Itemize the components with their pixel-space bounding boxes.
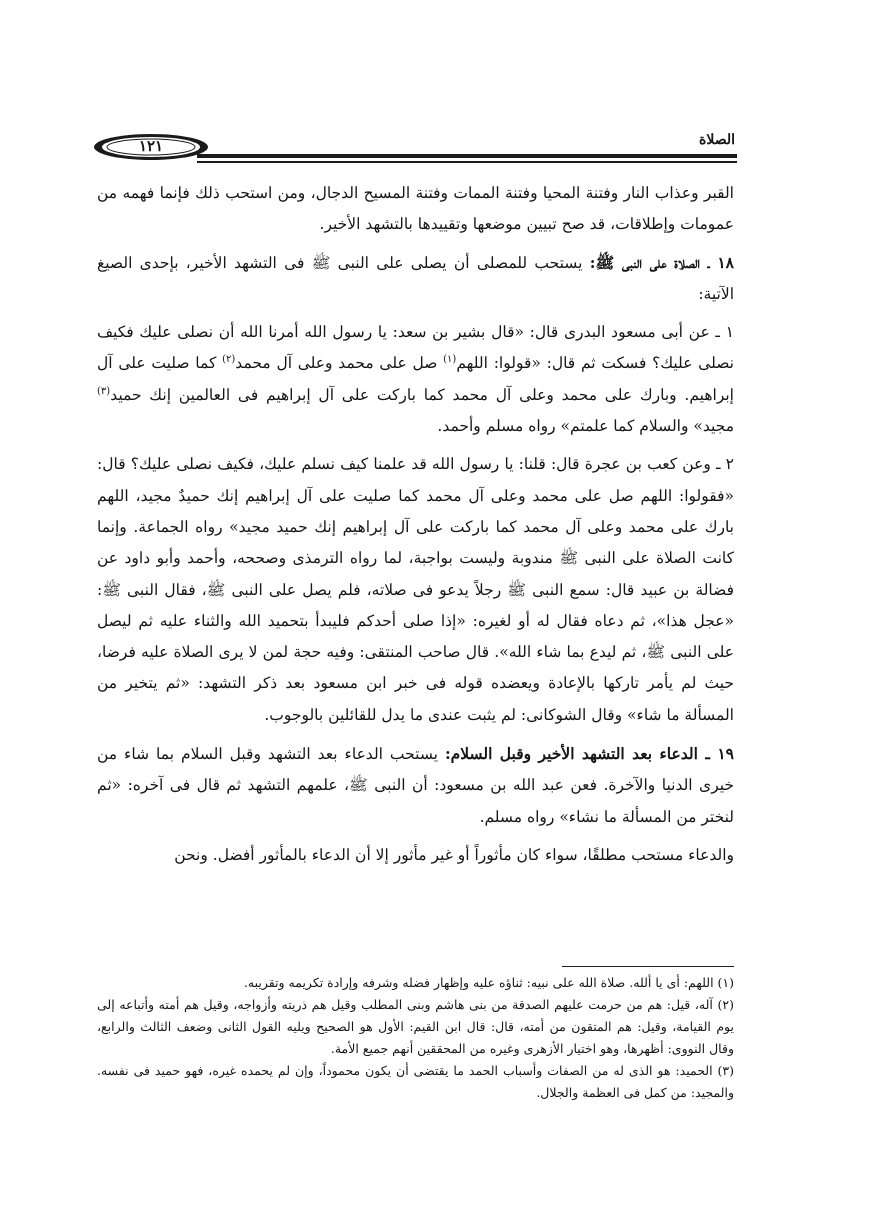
footnote-separator bbox=[562, 966, 734, 967]
hadith-1 bbox=[97, 317, 734, 442]
section-18 bbox=[97, 247, 734, 311]
footnote-ref-2: (٢) bbox=[222, 354, 236, 366]
page-header bbox=[92, 130, 737, 166]
section-19-heading: ١٩ ـ الدعاء بعد التشهد الأخير وقبل السلام: bbox=[444, 744, 734, 764]
hadith-1-part-c: كما صليت على آل إبراهيم. وبارك على محمد وعلى آل محمد كما باركت على آل إبراهيم فى العالمين إنك حميد bbox=[97, 354, 734, 404]
hadith-2: ٢ ـ وعن كعب بن عجرة قال: قلنا: يا رسول الله قد علمنا كيف نسلم عليك، فكيف نصلى عليك؟ قال: «فقولوا: اللهم صل على محمد وعلى آل محمد كما صليت على آل إبراهيم إنك حميدٌ مجيد، اللهم بارك على محمد وعلى آل محمد كما باركت على آل إبراهيم إنك حميد مجيد» رواه الجماعة. وإنما كانت الصلاة على النبى ﷺ مندوبة وليست بواجبة، لما رواه الترمذى وصححه، وأحمد وأبو داود عن فضالة بن عبيد قال: سمع النبى ﷺ رجلاً يدعو فى صلاته، فلم يصل على النبى ﷺ، فقال النبى ﷺ: «عجل هذا»، ثم دعاه فقال له أو لغيره: «إذا صلى أحدكم فليبدأ بتحميد الله والثناء عليه ثم ليصل على النبى ﷺ، ثم ليدع بما شاء الله». قال صاحب المنتقى: وفيه حجة لمن لا يرى الصلاة عليه فرضا، حيث لم يأمر تاركها بالإعادة ويعضده قوله فى خبر ابن مسعود بعد ذكر التشهد: «ثم يتخير من المسألة ما شاء» وقال الشوكانى: لم يثبت عندى ما يدل للقائلين بالوجوب. bbox=[97, 455, 734, 724]
chapter-title: الصلاة bbox=[699, 132, 735, 148]
footnotes bbox=[97, 972, 734, 1104]
hadith-1-part-d: مجيد» والسلام كما علمتم» رواه مسلم وأحمد. bbox=[437, 417, 734, 436]
section-18-text: يستحب للمصلى أن يصلى على النبى ﷺ فى التشهد الأخير، بإحدى الصيغ الآتية: bbox=[97, 253, 734, 303]
header-rule-thick bbox=[197, 154, 737, 158]
footnote-1: (١) اللهم: أى يا ألله. صلاة الله على نبيه: ثناؤه عليه وإظهار فضله وشرفه وإرادة تكريمه وتقريبه. bbox=[243, 975, 734, 990]
hadith-1-part-b: صل على محمد وعلى آل محمد bbox=[235, 354, 438, 373]
page-number-badge bbox=[92, 132, 210, 162]
section-19 bbox=[97, 738, 734, 833]
footnote-3: (٣) الحميد: هو الذى له من الصفات وأسباب الحمد ما يقتضى أن يكون محموداً، وإن لم يحمده غيره، فهو حميد فى نفسه. والمجيد: من كمل فى العظمة والجلال. bbox=[97, 1063, 734, 1100]
footnote-ref-3: (٣) bbox=[97, 385, 111, 397]
hadith-1-part-a: ١ ـ عن أبى مسعود البدرى قال: «قال بشير بن سعد: يا رسول الله أمرنا الله أن نصلى عليك فكيف نصلى عليك؟ فسكت ثم قال: «قولوا: اللهم bbox=[97, 323, 734, 373]
section-19-text: يستحب الدعاء بعد التشهد وقبل السلام بما شاء من خيرى الدنيا والآخرة. فعن عبد الله بن مسعود: أن النبى ﷺ، علمهم التشهد ثم قال فى آخره: «ثم لنختر من المسألة ما نشاء» رواه مسلم. bbox=[97, 745, 734, 826]
paragraph-dua: والدعاء مستحب مطلقًا، سواء كان مأثوراً أو غير مأثور إلا أن الدعاء بالمأثور أفضل. ونحن bbox=[174, 845, 734, 864]
page-number: ١٢١ bbox=[138, 137, 164, 155]
section-18-heading: ١٨ ـ الصلاة على النبى ﷺ: bbox=[589, 252, 734, 272]
footnote-ref-1: (١) bbox=[443, 354, 457, 366]
header-rule-thin bbox=[197, 161, 737, 163]
footnote-2: (٢) آله، قيل: هم من حرمت عليهم الصدقة من بنى هاشم وبنى المطلب وقيل هم ذريته وأزواجه، وقيل هم أمته وأتباعه إلى يوم القيامة، وقيل: هم المتقون من أمته، قال: قال ابن القيم: الأول هو الصحيح ويليه القول الثانى وضعف الثالث والرابع، وقال النووى: أظهرها، وهو اختيار الأزهرى وغيره من المحققين أنهم جميع الأمة. bbox=[97, 997, 734, 1056]
paragraph-continuation: القبر وعذاب النار وفتنة المحيا وفتنة الممات وفتنة المسيح الدجال، ومن استحب ذلك فإنما فهمه من عمومات وإطلاقات، قد صح تبيين موضعها وتقييدها بالتشهد الأخير. bbox=[97, 184, 734, 234]
main-text bbox=[97, 178, 734, 878]
